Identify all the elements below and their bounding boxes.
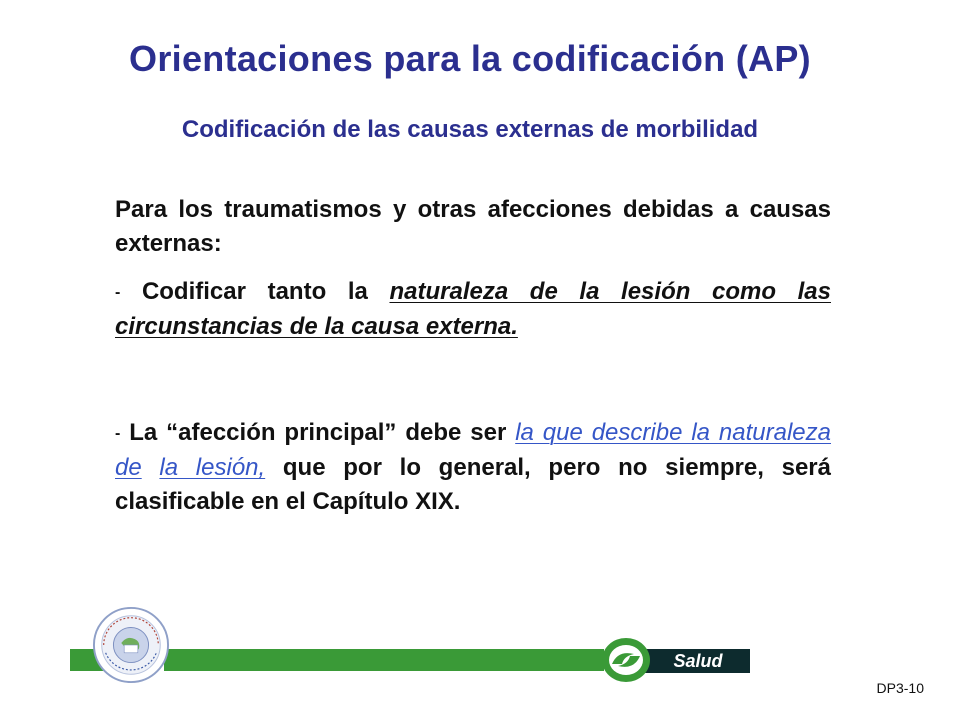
bullet-dash: - <box>115 425 121 442</box>
cemece-seal-logo <box>92 606 170 684</box>
slide-title: Orientaciones para la codificación (AP) <box>129 38 811 79</box>
salud-logo-text: Salud <box>673 651 723 671</box>
bullet-2-link-2[interactable]: la lesión, <box>159 454 266 481</box>
bullet-paragraph-1 <box>115 275 831 344</box>
slide-body <box>115 193 831 519</box>
bullet-dash: - <box>115 284 121 301</box>
bullet-1-underlined: naturaleza de la lesión como las circunstancias de la causa externa. <box>115 278 831 340</box>
slide-subtitle: Codificación de las causas externas de morbilidad <box>181 116 759 143</box>
bullet-2-link-1[interactable]: la que describe la naturaleza de <box>115 419 831 481</box>
intro-paragraph: Para los traumatismos y otras afecciones debidas a causas externas: <box>115 196 831 257</box>
salud-logo <box>600 634 750 686</box>
bullet-2-text: La “afección principal” debe ser <box>120 419 516 446</box>
bullet-1-text: Codificar tanto la <box>120 278 390 305</box>
slide-number: DP3-10 <box>876 680 924 696</box>
bullet-paragraph-2 <box>115 416 831 519</box>
bullet-2-text-end: que por lo general, pero no siempre, será clasificable en el Capítulo XIX. <box>115 454 831 515</box>
footer-green-bar <box>164 649 604 671</box>
